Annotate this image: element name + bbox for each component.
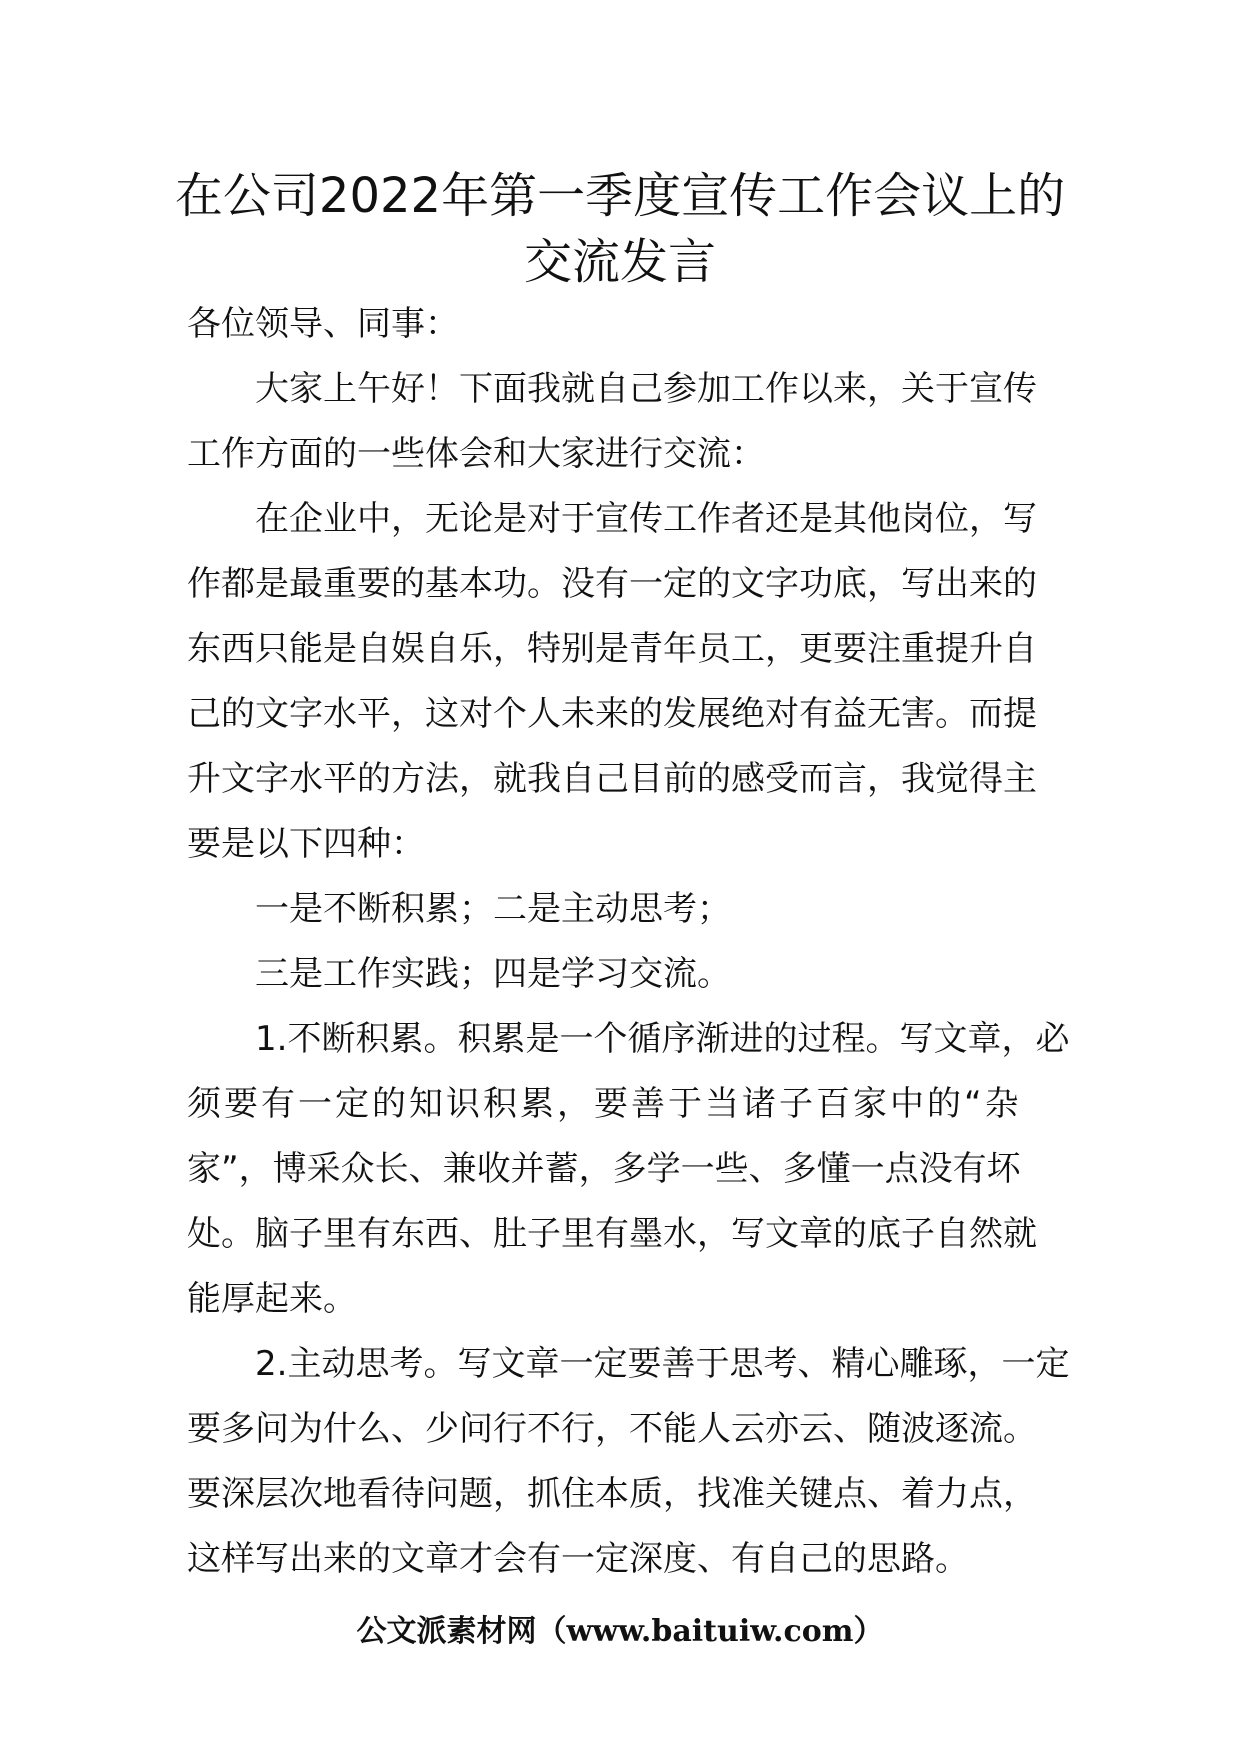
paragraph-line: 东西只能是自娱自乐，特别是青年员工，更要注重提升自 (187, 629, 1037, 669)
paragraph-writing-importance (187, 487, 1067, 877)
paragraph-greeting (187, 357, 1067, 487)
paragraph-line: 大家上午好！下面我就自己参加工作以来，关于宣传 (255, 369, 1037, 409)
paragraph-line: 能厚起来。 (187, 1279, 357, 1319)
paragraph-line: 2.主动思考。写文章一定要善于思考、精心雕琢，一定 (255, 1344, 1070, 1384)
paragraph-line: 工作方面的一些体会和大家进行交流： (187, 434, 765, 474)
paragraph-line: 家”，博采众长、兼收并蓄，多学一些、多懂一点没有坏 (187, 1149, 1021, 1189)
paragraph-line: 三是工作实践；四是学习交流。 (255, 954, 731, 994)
paragraph-thinking (187, 1332, 1070, 1592)
document-body (187, 292, 1070, 1592)
paragraph-line: 处。脑子里有东西、肚子里有墨水，写文章的底子自然就 (187, 1214, 1037, 1254)
footer-source: 公文派素材网（www.baituiw.com） (356, 1614, 884, 1649)
paragraph-line: 升文字水平的方法，就我自己目前的感受而言，我觉得主 (187, 759, 1037, 799)
paragraph-accumulation (187, 1007, 1070, 1332)
paragraph-line: 要是以下四种： (187, 824, 425, 864)
paragraph-line: 己的文字水平，这对个人未来的发展绝对有益无害。而提 (187, 694, 1037, 734)
salutation: 各位领导、同事： (187, 304, 459, 344)
title-line-2: 交流发言 (523, 234, 716, 290)
paragraph-methods-1 (187, 877, 1067, 942)
document-title (150, 163, 1090, 295)
paragraph-line: 在企业中，无论是对于宣传工作者还是其他岗位，写 (255, 499, 1037, 539)
title-line-1: 在公司2022年第一季度宣传工作会议上的 (174, 168, 1066, 224)
paragraph-line: 要深层次地看待问题，抓住本质，找准关键点、着力点， (187, 1474, 1037, 1514)
paragraph-line: 这样写出来的文章才会有一定深度、有自己的思路。 (187, 1539, 969, 1579)
paragraph-line: 1.不断积累。积累是一个循序渐进的过程。写文章，必 (255, 1019, 1070, 1059)
paragraph-methods-2 (187, 942, 1067, 1007)
paragraph-line: 要多问为什么、少问行不行，不能人云亦云、随波逐流。 (187, 1409, 1037, 1449)
paragraph-line: 须要有一定的知识积累，要善于当诸子百家中的“杂 (187, 1084, 1022, 1124)
paragraph-line: 作都是最重要的基本功。没有一定的文字功底，写出来的 (187, 564, 1037, 604)
paragraph-line: 一是不断积累；二是主动思考； (255, 889, 731, 929)
